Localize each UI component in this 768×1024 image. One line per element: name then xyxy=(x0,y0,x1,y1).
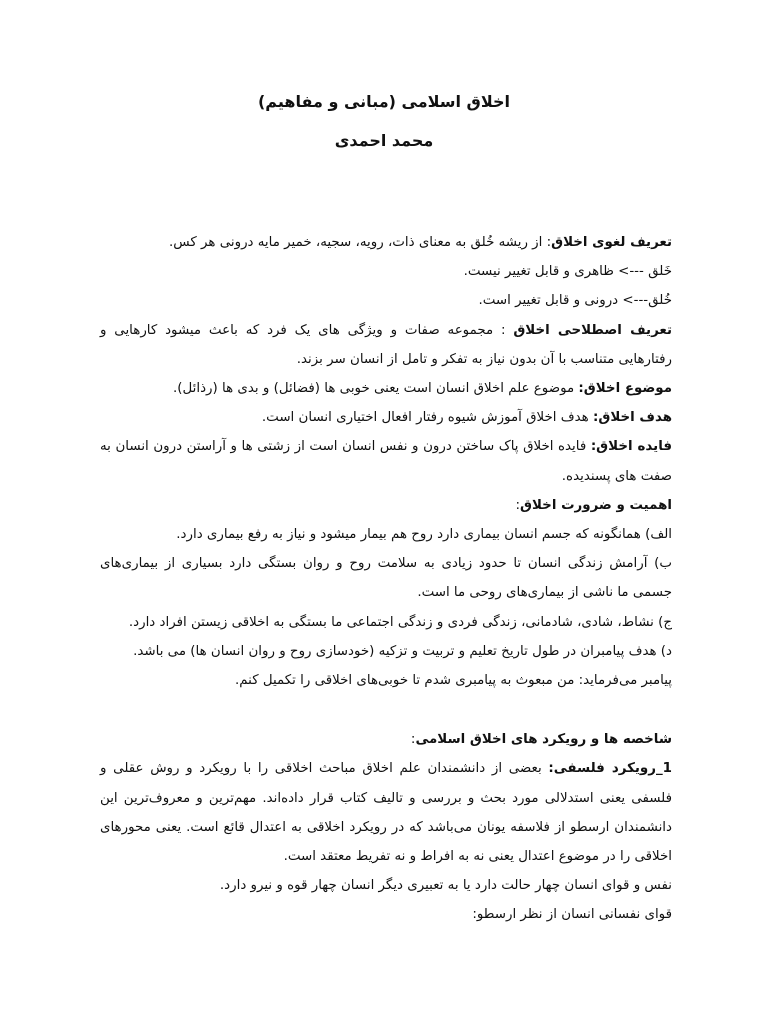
author-name: محمد احمدی xyxy=(334,131,434,150)
paragraph-prophet-quote: پیامبر می‌فرماید: من مبعوث به پیامبری شدم تا خوبی‌های اخلاقی را تکمیل کنم. xyxy=(235,673,672,689)
paragraph-philosophical-approach xyxy=(100,754,672,871)
goal-label: هدف اخلاق: xyxy=(593,410,672,426)
heading-importance xyxy=(100,491,672,520)
benefit-label: فایده اخلاق: xyxy=(590,439,672,455)
list-item-jim: ج) نشاط، شادی، شادمانی، زندگی فردی و زندگی اجتماعی ما بستگی به اخلاقی زیستن افراد دارد. xyxy=(128,614,672,630)
paragraph-khalq: خَلق ---> ظاهری و قابل تغییر نیست. xyxy=(463,264,672,280)
subject-text: موضوع علم اخلاق انسان است یعنی خوبی ها (فضائل) و بدی ها (رذائل). xyxy=(173,381,579,397)
goal-text: هدف اخلاق آموزش شیوه رفتار افعال اختیاری انسان است. xyxy=(261,410,594,426)
list-item-alef: الف) همانگونه که جسم انسان بیماری دارد روح هم بیمار میشود و نیاز به رفع بیماری دارد. xyxy=(176,527,672,543)
importance-heading-label: اهمیت و ضرورت اخلاق xyxy=(520,497,672,513)
importance-heading-colon: : xyxy=(515,497,521,513)
paragraph-spacer xyxy=(100,695,672,725)
paragraph-kholq: خُلق---> درونی و قابل تغییر است. xyxy=(478,293,672,309)
lexical-definition-label: تعریف لغوی اخلاق xyxy=(551,235,672,250)
approaches-heading-label: شاخصه ها و رویکرد های اخلاق اسلامی xyxy=(415,732,672,748)
list-item-dal: د) هدف پیامبران در طول تاریخ تعلیم و تربیت و تزکیه (خودسازی روح و روان انسان ها) می باشد. xyxy=(133,643,672,659)
lexical-definition-text: : از ریشه خُلق به معنای ذات، رویه، سجیه، خمیر مایه درونی هر کس. xyxy=(169,235,552,250)
list-item-be: ب) آرامش زندگی انسان تا حدود زیادی به سلامت روح و روان بستگی دارد بسیاری از بیماری‌های جسمی ما ناشی از بیماری‌های روحی ما است. xyxy=(100,556,672,601)
technical-definition-text: : مجموعه صفات و ویژگی های یک فرد که باعث میشود کارهایی و رفتارهایی متناسب با آن بدون نیاز به تفکر و تامل از انسان سر بزند. xyxy=(100,322,672,367)
heading-approaches xyxy=(100,725,672,754)
technical-definition-label: تعریف اصطلاحی اخلاق xyxy=(513,322,672,338)
paragraph-benefit xyxy=(100,432,672,490)
paragraph-aristotle-faculties: قوای نفسانی انسان از نظر ارسطو: xyxy=(472,907,672,923)
document-body xyxy=(100,228,672,930)
paragraph-technical-definition xyxy=(100,316,672,374)
philosophical-approach-text: بعضی از دانشمندان علم اخلاق مباحث اخلاقی را با رویکرد و روش عقلی و فلسفی یعنی استدلالی مورد بحث و بررسی و تالیف کتاب قرار داده‌اند. مهم‌ترین و معروف‌ترین این دانشمندان ارسطو از فلاسفه یونان می‌باشد که در رویکرد اخلاقی به اعتدال قائع است. یعنی محورهای اخلاقی را در موضوع اعتدال یعنی نه به افراط و نه تفریط معتقد است. xyxy=(100,761,672,865)
approaches-heading-colon: : xyxy=(410,732,416,748)
benefit-text: فایده اخلاق پاک ساختن درون و نفس انسان است از زشتی ها و آراستن درون انسان به صفت های پسندیده. xyxy=(100,439,672,484)
paragraph-lexical-definition xyxy=(100,228,672,257)
paragraph-subject xyxy=(100,374,672,403)
paragraph-four-faculties: نفس و قوای انسان چهار حالت دارد یا به تعبیری دیگر انسان چهار قوه و نیرو دارد. xyxy=(219,878,672,894)
paragraph-goal xyxy=(100,403,672,432)
subject-label: موضوع اخلاق: xyxy=(578,381,672,397)
document-title: اخلاق اسلامی (مبانی و مفاهیم) xyxy=(257,92,511,111)
philosophical-approach-label: 1_رویکرد فلسفی: xyxy=(548,761,672,777)
